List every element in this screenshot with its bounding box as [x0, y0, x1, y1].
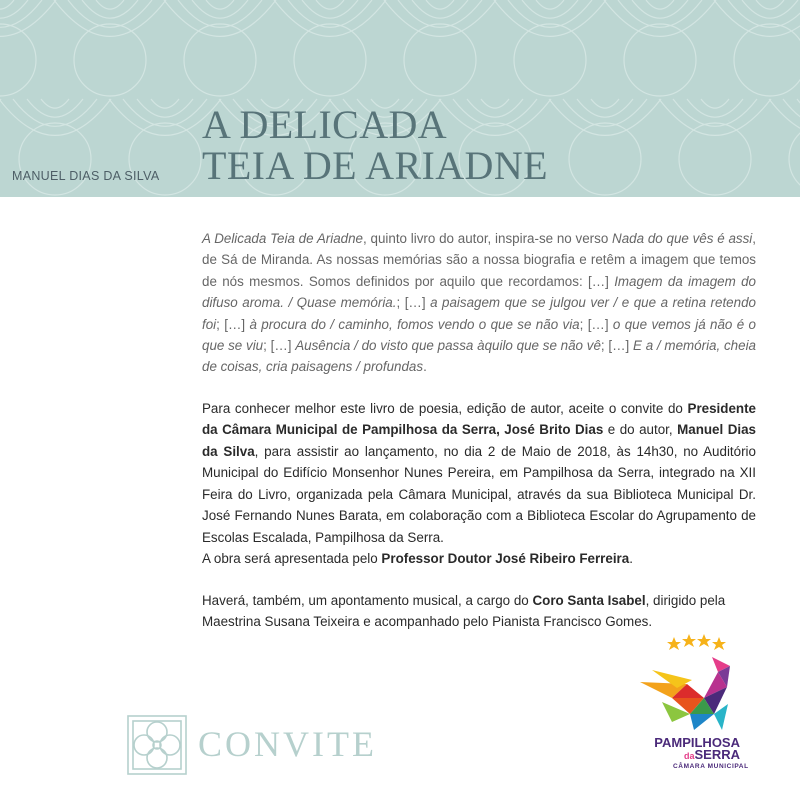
invite-presenter: Professor Doutor José Ribeiro Ferreira	[381, 551, 630, 567]
logo-da: da	[683, 751, 695, 761]
intro-quote: à procura do / caminho, fomos vendo o que se não via	[249, 316, 580, 332]
intro-text: ; […]	[600, 338, 634, 354]
header-banner	[0, 0, 800, 197]
author-name: MANUEL DIAS DA SILVA	[12, 169, 160, 183]
lattice-ornament-icon	[126, 714, 188, 776]
intro-text: ; […]	[263, 338, 296, 354]
convite-label: CONVITE	[198, 724, 377, 764]
logo-line-1: PAMPILHOSA	[654, 735, 740, 750]
logo-camara: CÂMARA MUNICIPAL	[673, 763, 749, 770]
invite-text: , para assistir ao lançamento, no dia 2 de Maio de 2018, às 14h30, no Auditório Municipal do Edifício Monsenhor Nunes Pereira, em Pampilhosa da Serra, integrado na XII Feira do Livro, organizada pela Câmara Municipal, através da sua Biblioteca Municipal Dr. José Fernando Nunes Barata, em colaboração com a Biblioteca Escolar do Agrupamento de Escolas Escalada, Pampilhosa da Serra.	[202, 443, 756, 545]
intro-title-ref: A Delicada Teia de Ariadne	[202, 231, 364, 246]
invite-text: .	[629, 551, 633, 567]
intro-quote: Ausência / do visto que passa àquilo que se não vê	[295, 338, 601, 354]
music-text: Haverá, também, um apontamento musical, a cargo do	[202, 592, 533, 608]
intro-quote: a paisagem que se julgou ver / e que a retina retendo foi	[202, 295, 756, 332]
music-paragraph	[202, 590, 756, 633]
music-text: , dirigido pela Maestrina Susana Teixeira e acompanhado pelo Pianista Francisco Gomes.	[202, 592, 726, 630]
logo-wordmark	[632, 737, 740, 762]
intro-text: , quinto livro do autor, inspira-se no verso	[363, 231, 613, 246]
intro-text: ; […]	[579, 316, 613, 332]
logo-serra: SERRA	[694, 747, 740, 762]
intro-paragraph	[202, 228, 756, 378]
invite-host: Presidente da Câmara Municipal de Pampilhosa da Serra, José Brito Dias	[202, 400, 756, 438]
main-text	[202, 228, 756, 633]
bird-emblem-icon	[632, 632, 767, 737]
invite-text: A obra será apresentada pelo	[202, 551, 382, 567]
invite-author: Manuel Dias da Silva	[202, 422, 756, 459]
intro-quote: Imagem da imagem do difuso aroma. / Quase memória.	[202, 273, 756, 311]
logo-line-2	[632, 749, 740, 762]
title-line-2: TEIA DE ARIADNE	[202, 143, 548, 188]
intro-quote: Nada do que vês é assi	[612, 231, 753, 246]
municipality-logo	[632, 632, 767, 782]
music-choir: Coro Santa Isabel	[532, 592, 646, 608]
intro-text: .	[423, 359, 427, 375]
intro-quote: E a / memória, cheia de coisas, cria paisagens / profundas	[202, 338, 756, 375]
book-title	[202, 104, 548, 186]
title-line-1: A DELICADA	[202, 102, 448, 147]
invite-text: e do autor,	[603, 422, 678, 438]
intro-quote: o que vemos já não é o que se viu	[202, 316, 757, 354]
intro-text: ; […]	[216, 316, 250, 332]
intro-text: ; […]	[396, 295, 431, 311]
intro-text: , de Sá de Miranda. As nossas memórias são a nossa biografia e retêm a imagem que temos de nós mesmos. Somos definidos por aquilo que recordamos: […]	[202, 231, 756, 289]
invite-paragraph	[202, 398, 756, 570]
invite-text: Para conhecer melhor este livro de poesia, edição de autor, aceite o convite do	[202, 400, 688, 416]
